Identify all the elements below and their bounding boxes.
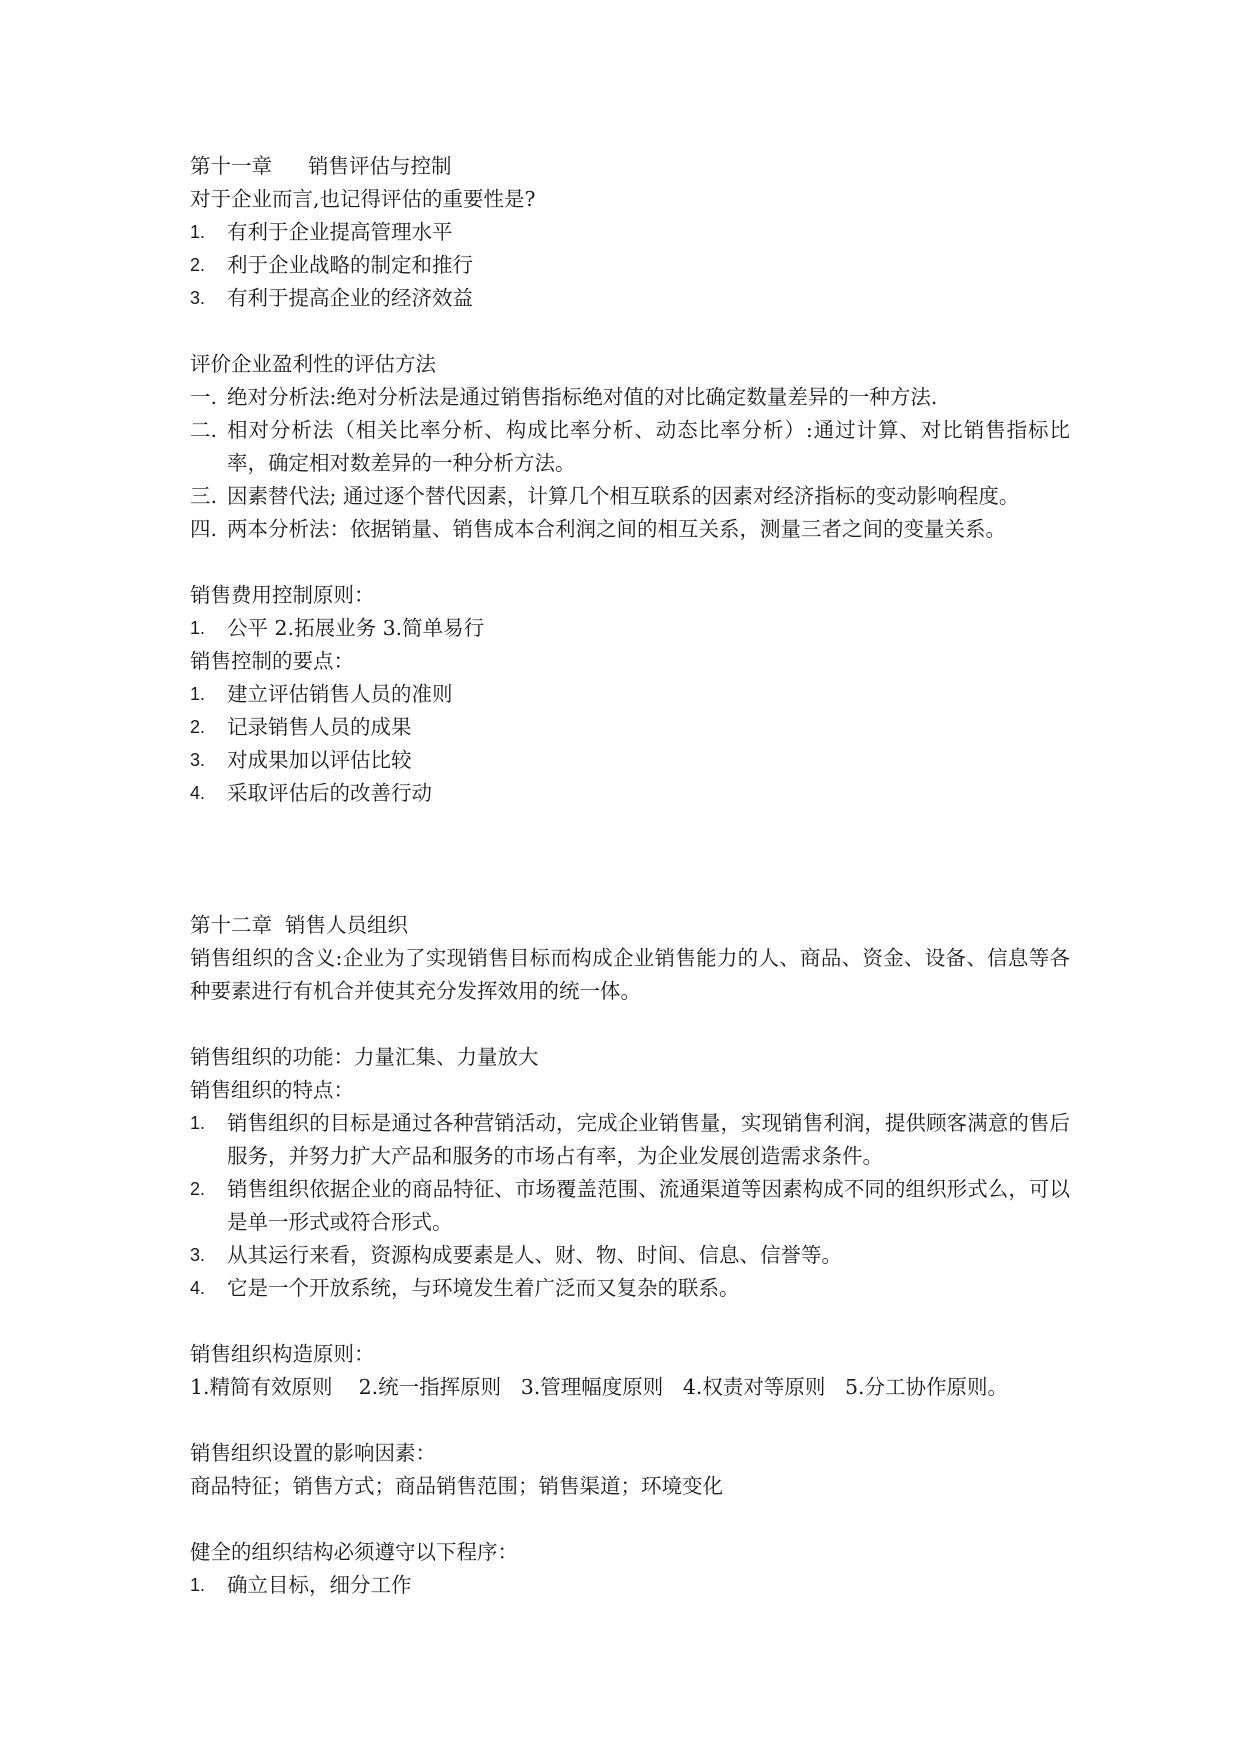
list-item	[190, 381, 1070, 414]
list-text: 从其运行来看，资源构成要素是人、财、物、时间、信息、信誉等。	[227, 1243, 842, 1267]
org-meaning-paragraph: 销售组织的含义:企业为了实现销售目标而构成企业销售能力的人、商品、资金、设备、信息等各种要素进行有机合并使其充分发挥效用的统一体。	[190, 946, 1070, 1003]
list-item	[190, 744, 1070, 777]
list-number: 3.	[190, 750, 206, 770]
cost-principles-text: 公平 2.拓展业务 3.简单易行	[227, 616, 485, 640]
list-text: 相对分析法（相关比率分析、构成比率分析、动态比率分析）:通过计算、对比销售指标比率，确定相对数差异的一种分析方法。	[227, 418, 1070, 475]
control-points-heading: 销售控制的要点：	[190, 649, 354, 673]
org-principles-heading: 销售组织构造原则：	[190, 1342, 375, 1366]
list-text: 建立评估销售人员的准则	[227, 682, 453, 706]
list-item	[190, 1239, 1070, 1272]
org-procedure-heading: 健全的组织结构必须遵守以下程序：	[190, 1540, 518, 1564]
list-number: 1.	[190, 618, 206, 638]
list-text: 对成果加以评估比较	[227, 748, 412, 772]
org-features-heading: 销售组织的特点：	[190, 1078, 354, 1102]
list-item	[190, 513, 1070, 546]
list-number: 1.	[190, 1575, 206, 1595]
list-text: 销售组织依据企业的商品特征、市场覆盖范围、流通渠道等因素构成不同的组织形式么，可以是单一形式或符合形式。	[227, 1177, 1070, 1234]
list-item	[190, 711, 1070, 744]
list-item	[190, 216, 1070, 249]
list-item	[190, 612, 1070, 645]
list-text: 利于企业战略的制定和推行	[227, 253, 473, 277]
list-number: 4.	[190, 1278, 206, 1298]
list-text: 采取评估后的改善行动	[227, 781, 432, 805]
list-number: 2.	[190, 717, 206, 737]
org-factors-heading: 销售组织设置的影响因素：	[190, 1441, 436, 1465]
chapter-11-title	[190, 150, 1070, 183]
list-text: 有利于提高企业的经济效益	[227, 286, 473, 310]
list-number: 一.	[190, 385, 218, 409]
importance-question: 对于企业而言,也记得评估的重要性是?	[190, 187, 536, 211]
list-item	[190, 1173, 1070, 1239]
org-function-line: 销售组织的功能：力量汇集、力量放大	[190, 1045, 539, 1069]
list-number: 1.	[190, 1113, 206, 1133]
chapter-11-number: 第十一章	[190, 154, 272, 178]
list-item	[190, 1107, 1070, 1173]
list-number: 2.	[190, 1179, 206, 1199]
list-number: 三.	[190, 484, 218, 508]
list-item	[190, 282, 1070, 315]
org-principles-line: 1.精简有效原则 2.统一指挥原则 3.管理幅度原则 4.权责对等原则 5.分工协作原则。	[190, 1375, 1009, 1399]
list-item	[190, 678, 1070, 711]
chapter-12-title: 第十二章 销售人员组织	[190, 913, 409, 937]
list-item	[190, 480, 1070, 513]
list-text: 销售组织的目标是通过各种营销活动，完成企业销售量，实现销售利润，提供顾客满意的售后服务，并努力扩大产品和服务的市场占有率，为企业发展创造需求条件。	[227, 1111, 1070, 1168]
chapter-11-name: 销售评估与控制	[308, 154, 452, 178]
list-text: 两本分析法：依据销量、销售成本合利润之间的相互关系，测量三者之间的变量关系。	[227, 517, 1006, 541]
list-text: 记录销售人员的成果	[227, 715, 412, 739]
list-item	[190, 249, 1070, 282]
list-text: 因素替代法; 通过逐个替代因素，计算几个相互联系的因素对经济指标的变动影响程度。	[227, 484, 1020, 508]
cost-control-heading: 销售费用控制原则：	[190, 583, 375, 607]
list-item	[190, 1569, 1070, 1602]
list-number: 3.	[190, 288, 206, 308]
list-item	[190, 414, 1070, 480]
list-item	[190, 1272, 1070, 1305]
list-number: 3.	[190, 1245, 206, 1265]
list-text: 有利于企业提高管理水平	[227, 220, 453, 244]
list-number: 二.	[190, 418, 218, 442]
org-factors-line: 商品特征；销售方式；商品销售范围；销售渠道；环境变化	[190, 1474, 723, 1498]
list-text: 确立目标，细分工作	[227, 1573, 412, 1597]
list-item	[190, 777, 1070, 810]
document-body	[190, 150, 1070, 1602]
list-number: 4.	[190, 783, 206, 803]
list-number: 1.	[190, 684, 206, 704]
list-number: 四.	[190, 517, 218, 541]
list-text: 它是一个开放系统，与环境发生着广泛而又复杂的联系。	[227, 1276, 740, 1300]
list-number: 1.	[190, 222, 206, 242]
list-text: 绝对分析法:绝对分析法是通过销售指标绝对值的对比确定数量差异的一种方法.	[227, 385, 938, 409]
profit-methods-heading: 评价企业盈利性的评估方法	[190, 352, 436, 376]
list-number: 2.	[190, 255, 206, 275]
